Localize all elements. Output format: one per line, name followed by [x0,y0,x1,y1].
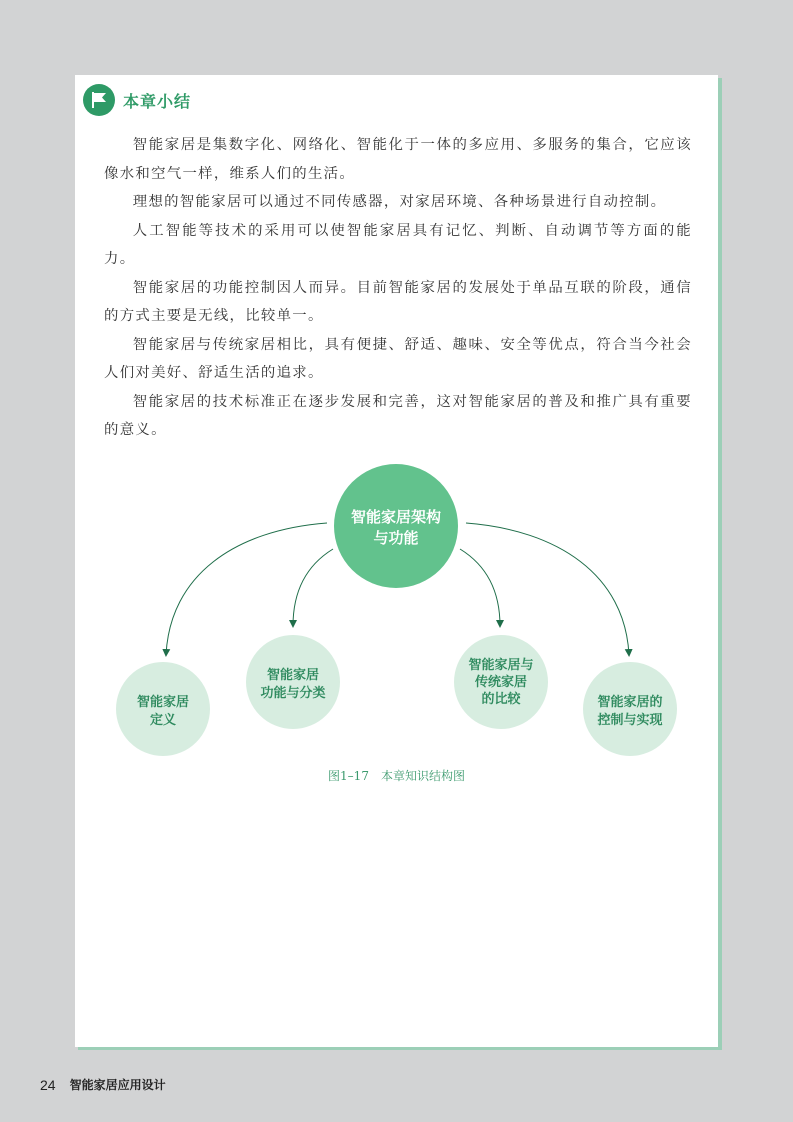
paragraph: 智能家居的功能控制因人而异。目前智能家居的发展处于单品互联的阶段，通信的方式主要是无线，比较单一。 [104,279,692,324]
paragraph: 智能家居与传统家居相比，具有便捷、舒适、趣味、安全等优点，符合当今社会人们对美好、舒适生活的追求。 [104,336,692,381]
child-node-label: 传统家居 [474,675,528,690]
connector-arrow [166,523,327,655]
child-node-label: 智能家居 [266,668,320,683]
page-number: 24 [40,1076,56,1093]
page-footer [40,1076,166,1093]
book-title: 智能家居应用设计 [69,1078,166,1092]
root-node-label: 与功能 [373,529,419,547]
paragraph: 人工智能等技术的采用可以使智能家居具有记忆、判断、自动调节等方面的能力。 [104,222,692,267]
paragraph: 智能家居的技术标准正在逐步发展和完善，这对智能家居的普及和推广具有重要的意义。 [104,393,692,438]
section-title: 本章小结 [123,91,192,111]
knowledge-structure-diagram [75,75,718,1047]
child-node-label: 定义 [149,713,177,728]
root-node [334,464,458,588]
connector-arrow [293,549,333,626]
figure-caption: 图1–17 本章知识结构图 [328,769,465,783]
connector-arrow [466,523,629,655]
page [75,75,718,1047]
child-node-label: 控制与实现 [597,713,663,728]
connector-arrow [460,549,500,626]
child-node-label: 智能家居的 [597,695,663,710]
paragraph: 理想的智能家居可以通过不同传感器，对家居环境、各种场景进行自动控制。 [132,194,667,210]
child-node-label: 智能家居 [136,695,190,710]
paragraph: 智能家居是集数字化、网络化、智能化于一体的多应用、多服务的集合，它应该像水和空气一样，维系人们的生活。 [104,137,692,182]
child-node-label: 智能家居与 [468,658,534,673]
root-node-label: 智能家居架构 [350,508,442,526]
child-node-label: 功能与分类 [260,686,326,701]
child-node-label: 的比较 [481,692,521,707]
